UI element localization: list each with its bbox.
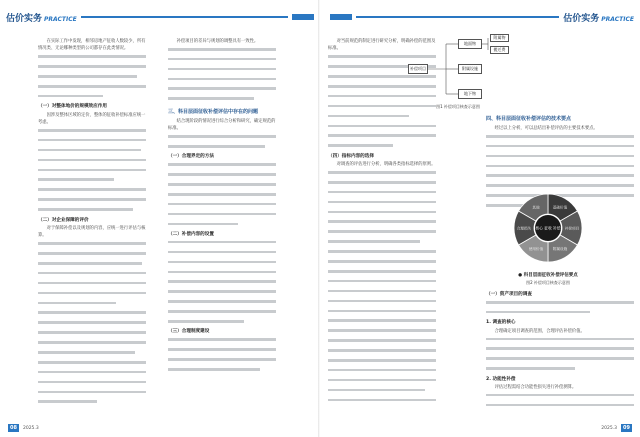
paragraph: 对调查的评估进行分析，明确各类指标选择的原则。 [336, 162, 436, 168]
section-heading: （二）对企业保障的评价 [38, 217, 89, 223]
paragraph: 对于保障补偿以及规划的内容，应统一进行评估与核算。 [38, 225, 146, 239]
section-heading: 2. 功能性补偿 [486, 376, 516, 382]
header-bar [330, 14, 352, 20]
right-header-title: 估价实务 PRACTICE [563, 13, 634, 24]
paragraph: 经过以上分析，可以总结出补偿评估的主要技术要点。 [494, 126, 598, 131]
header-rule [81, 16, 288, 18]
donut-segment-label: 合理损失 [516, 226, 532, 231]
left-header-title: 估价实务 PRACTICE [6, 13, 77, 24]
column-2 [168, 38, 276, 408]
section-heading: 三、科目层面征收补偿评估中存在的问题 [168, 108, 259, 115]
figure-2-caption: 图2 补偿项目核查示意图 [526, 280, 570, 285]
paragraph: 结合现阶段的情况进行综合分析和研究，确定规范的标准。 [168, 118, 276, 132]
figure-1-caption: 图1 补偿项目核查示意图 [436, 104, 480, 109]
left-footer [8, 423, 39, 433]
section-heading: （一）对整体地价的规模效应作用 [38, 104, 107, 110]
donut-segment-label: 基础价值 [552, 205, 568, 210]
donut-center-label: 核心 征收 补偿 [535, 225, 561, 231]
paragraph: 评估过程需结合功能性损失进行补偿测算。 [494, 384, 577, 390]
figure-2-donut [496, 190, 600, 286]
section-heading: （一）资产项目的调查 [486, 292, 532, 297]
page-number: 09 [623, 425, 630, 431]
diagram-node: 附属物 [490, 34, 509, 42]
diagram-node: 地下物 [458, 89, 482, 99]
diagram-node: 地面物 [458, 39, 482, 49]
diagram-node-root: 补偿项目 [408, 64, 428, 74]
figure-2-title: ● 科目层面征收补偿评估要点 [518, 273, 578, 278]
section-heading: （三）合理制度建设 [168, 329, 210, 335]
issue-label: 2025.3 [22, 425, 39, 431]
paragraph: 合理确定项目调查的范围，合理评估补偿价值。 [494, 328, 585, 334]
donut-segment-label: 使用价值 [528, 247, 544, 252]
header-rule [356, 16, 559, 18]
donut-segment-label: 附属设施 [552, 247, 568, 252]
column-4-lower [486, 290, 634, 410]
left-header [6, 10, 314, 24]
right-header [330, 10, 634, 24]
figure-1-diagram [406, 34, 510, 112]
paragraph: 因涉及整体区域的定价，整体的征收补偿标准应统一考虑。 [38, 112, 146, 126]
donut-segment-label: 补偿项目 [564, 226, 580, 231]
section-heading: 四、科目层面征收补偿评估的技术要点 [486, 116, 572, 122]
section-heading: （四）指标内容的选择 [328, 153, 374, 159]
column-1 [38, 38, 146, 408]
section-heading: （二）补偿内容的设置 [168, 231, 214, 237]
page-number: 08 [10, 425, 17, 431]
diagram-node: 附属设施 [458, 64, 482, 74]
paragraph: 补偿项目的差异与规划的调整具有一致性。 [176, 39, 259, 44]
diagram-node: 搬迁费 [490, 46, 509, 54]
section-heading: （一）合理界定的方法 [168, 154, 214, 160]
right-page [320, 0, 640, 437]
paragraph: 在实际工作中发现，相邻房地产征收人数较少，所有情况类、无论哪种类型的公司都存在此类情况。 [38, 39, 146, 52]
donut-segment-label: 其他 [532, 205, 540, 210]
section-heading: 1. 调查的核心 [486, 320, 516, 326]
right-footer [601, 423, 632, 433]
header-bar [292, 14, 314, 20]
paragraph: 对当前规范的制定进行研究分析，明确补偿的范围及标准。 [328, 39, 436, 52]
issue-label: 2025.3 [601, 425, 618, 431]
donut-chart [496, 190, 600, 270]
